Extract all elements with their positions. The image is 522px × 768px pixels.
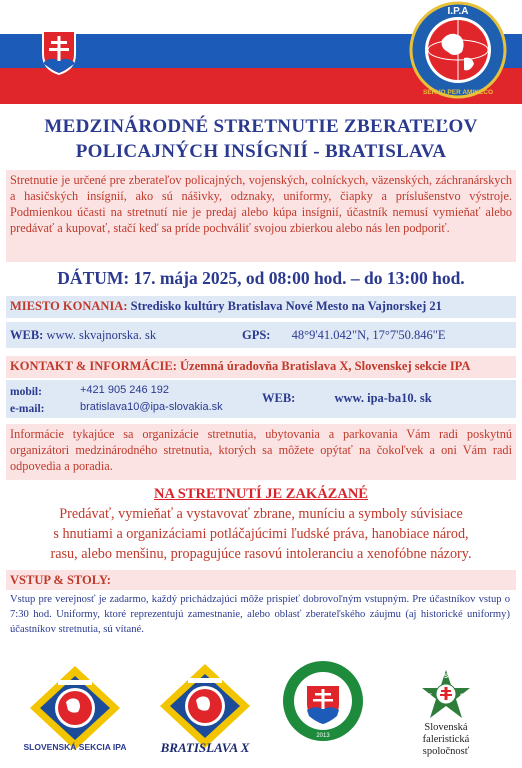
faleristic-society-logo-icon <box>420 668 472 720</box>
entry-text: Vstup pre verejnosť je zadarmo, každý prichádzajúci môže prispieť dobrovoľným vstupným. Pre účastníkov vstup o 7:30 hod. Uniformy, ktoré reprezentujú zamestnanie, alebo oblasť zberateľského záujmu (aj historické uniformy) účastníkov stretnutia, sú vítané. <box>10 594 510 635</box>
ipa-logo-motto: SERVO PER AMIKECO <box>422 89 494 96</box>
event-date: DÁTUM: 17. mája 2025, od 08:00 hod. – do 13:00 hod. <box>57 268 465 288</box>
logo-caption-sfs <box>396 722 496 758</box>
entry-heading: VSTUP & STOLY: <box>10 573 111 587</box>
gps-value: 48°9'41.042"N, 17°7'50.846"E <box>291 328 446 342</box>
ban-text <box>10 504 512 564</box>
ban-line-3: rasu, alebo menšinu, propagujúce rasovú intoleranciu a xenofóbne názory. <box>50 546 472 562</box>
ipa-web-link[interactable]: www. ipa-ba10. sk <box>334 391 432 405</box>
phs-year: 2013 <box>316 733 330 739</box>
ipa-logo-letters: I.P.A <box>447 6 469 17</box>
ipa-logo-icon <box>408 0 508 104</box>
sfs-name-line-3: spoločnosť <box>422 746 470 757</box>
gps-label: GPS: <box>242 328 271 342</box>
mobile-label: mobil: <box>10 386 42 398</box>
ban-heading: NA STRETNUTÍ JE ZAKÁZANÉ <box>154 486 368 502</box>
ipa-web-label: WEB: <box>262 391 296 405</box>
intro-box <box>6 170 516 262</box>
mobile-value[interactable]: +421 905 246 192 <box>80 384 170 396</box>
web-label: WEB: <box>10 328 44 342</box>
venue-row <box>6 296 516 318</box>
contact-heading-row <box>6 356 516 378</box>
contact-label: KONTAKT & INFORMÁCIE: <box>10 359 177 373</box>
entry-heading-row <box>6 570 516 590</box>
ban-line-1: Predávať, vymieňať a vystavovať zbrane, muníciu a symboly súvisiace <box>59 506 463 522</box>
web-link[interactable]: www. skvajnorska. sk <box>46 328 157 342</box>
email-value[interactable]: bratislava10@ipa-slovakia.sk <box>80 401 223 413</box>
web-gps-row <box>6 322 516 348</box>
intro-text: Stretnutie je určené pre zberateľov policajných, vojenských, colníckych, väzenských, záchranárskych a hasičských insígnií, ako sú nášivky, odznaky, uniformy, čiapky a príslušenstvo výstroje. Podmienkou účasti na stretnutí nie je predaj alebo kúpa insígnií, účastník nemusí vymieňať alebo predávať a kupovať, stačí keď sa príde pochváliť svojou zbierkou alebo nás len podporiť. <box>10 173 512 235</box>
sfs-name-line-1: Slovenská <box>424 722 468 733</box>
ban-line-2: s hnutiami a organizáciami potláčajúcimi ľudské práva, hanobiace národ, <box>53 526 469 542</box>
slovak-coat-of-arms-icon <box>40 28 78 76</box>
ipa-slovak-section-logo-icon <box>30 666 120 752</box>
info-box <box>6 424 516 480</box>
venue-value: Stredisko kultúry Bratislava Nové Mesto na Vajnorskej 21 <box>130 299 442 313</box>
page-title-line1: MEDZINÁRODNÉ STRETNUTIE ZBERATEĽOV <box>44 116 478 137</box>
logo-caption-bratislava: BRATISLAVA X <box>160 740 250 755</box>
sfs-name-line-2: faleristická <box>422 734 470 745</box>
ipa-bratislava-logo-icon <box>160 664 250 750</box>
sfs-letter-2: F <box>428 694 432 700</box>
police-historical-society-logo-icon <box>282 660 364 742</box>
page-title-line2: POLICAJNÝCH INSÍGNIÍ - BRATISLAVA <box>75 141 447 162</box>
sfs-letter-3: S <box>459 694 465 700</box>
email-label: e-mail: <box>10 403 45 415</box>
logo-caption-sk-sekcia: SLOVENSKÁ SEKCIA IPA <box>23 742 127 752</box>
contact-value: Územná úradovňa Bratislava X, Slovenskej sekcie IPA <box>180 359 471 373</box>
sfs-letter-1: S <box>443 674 449 680</box>
info-text: Informácie tykajúce sa organizácie stretnutia, ubytovania a parkovania Vám radi poskytnú organizátori medzinárodného stretnutia, ktorých sa môžete opýtať na čokoľvek a oni Vám radi odpovedia a poradia. <box>10 427 512 473</box>
contact-details <box>6 380 516 418</box>
venue-label: MIESTO KONANIA: <box>10 299 128 313</box>
